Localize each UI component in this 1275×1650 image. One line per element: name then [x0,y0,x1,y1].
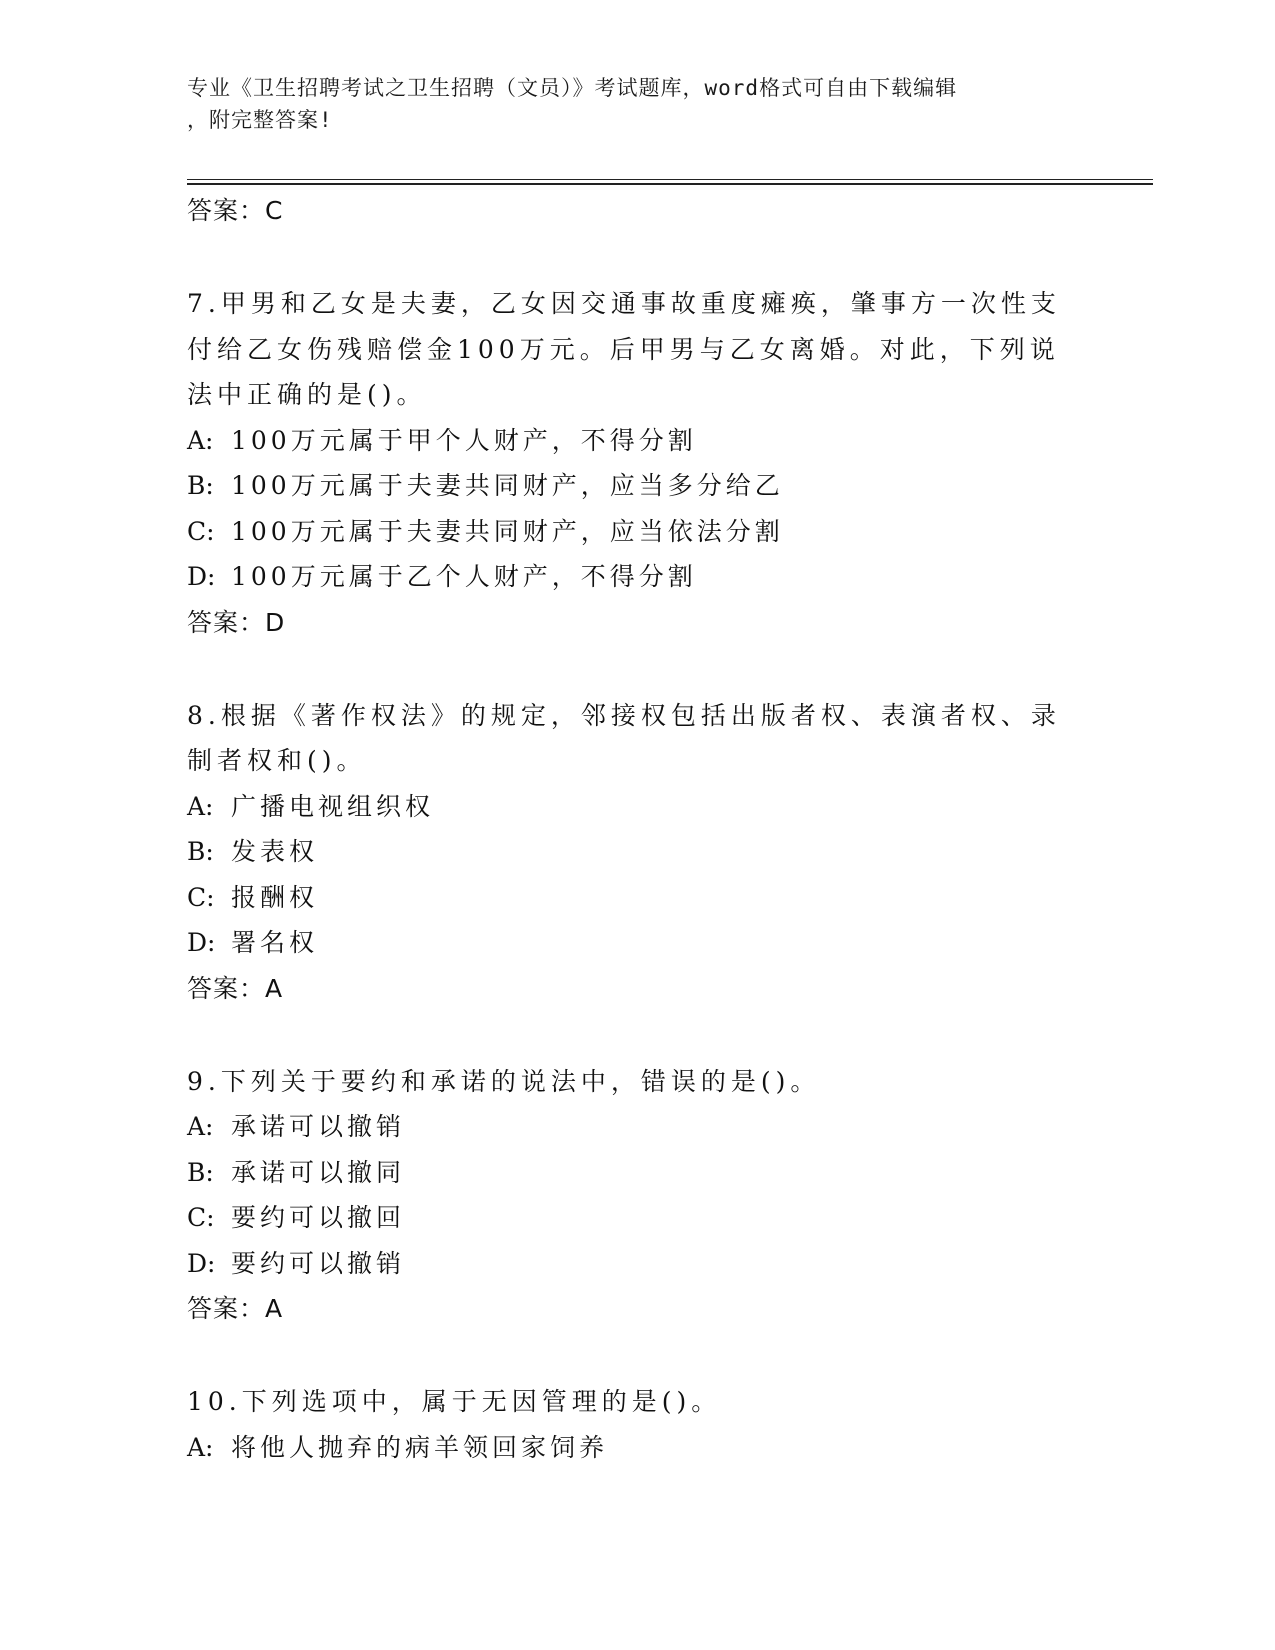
question-10-option-a [187,1425,1087,1471]
spacer [187,233,1087,281]
option-text: 100万元属于甲个人财产，不得分割 [231,425,697,455]
question-10 [187,1379,1087,1470]
header-divider-thick [187,183,1153,185]
option-letter: C: [187,516,215,546]
option-letter: B: [187,1157,214,1187]
option-letter: C: [187,882,215,912]
option-text: 100万元属于乙个人财产，不得分割 [231,562,697,591]
question-9-option-b [187,1150,1087,1196]
option-text: 广播电视组织权 [231,791,435,821]
option-text: 100万元属于夫妻共同财产，应当多分给乙 [231,471,784,500]
question-7-option-d [187,554,1087,600]
option-text: 发表权 [231,837,319,866]
option-text: 要约可以撤销 [231,1248,406,1278]
option-letter: B: [187,471,214,500]
option-letter: D: [187,562,216,591]
option-text: 将他人抛弃的病羊领回家饲养 [231,1432,609,1462]
question-9-option-d [187,1241,1087,1287]
option-text: 要约可以撤回 [231,1203,406,1232]
question-7-option-a [187,418,1087,464]
spacer [187,1331,1087,1379]
option-letter: A: [187,1432,214,1462]
question-7-text: 7.甲男和乙女是夫妻，乙女因交通事故重度瘫痪，肇事方一次性支付给乙女伤残赔偿金100万元。后甲男与乙女离婚。对此，下列说法中正确的是()。 [187,289,1061,409]
spacer [187,1011,1087,1059]
option-letter: D: [187,928,216,957]
question-8-option-a [187,784,1087,830]
question-list [187,188,1087,1470]
option-letter: A: [187,1112,214,1141]
header-title-line-2: ，附完整答案! [187,108,333,132]
option-text: 报酬权 [231,882,319,912]
option-text: 100万元属于夫妻共同财产，应当依法分割 [231,516,784,546]
question-8 [187,693,1087,1011]
option-letter: A: [187,791,214,821]
option-letter: A: [187,425,214,455]
question-7-option-b [187,463,1087,509]
option-letter: B: [187,837,214,866]
option-letter: D: [187,1248,216,1278]
spacer [187,645,1087,693]
option-text: 承诺可以撤销 [231,1112,406,1141]
question-9-option-a [187,1104,1087,1150]
question-10-text: 10.下列选项中，属于无因管理的是()。 [187,1387,722,1416]
page-header [187,72,1087,136]
header-divider-thin [187,179,1153,180]
question-8-text: 8.根据《著作权法》的规定，邻接权包括出版者权、表演者权、录制者权和()。 [187,700,1061,775]
header-title-line-1: 专业《卫生招聘考试之卫生招聘（文员）》考试题库，word格式可自由下载编辑 [187,76,958,100]
option-text: 署名权 [231,928,319,957]
question-7 [187,281,1087,645]
question-8-option-b [187,829,1087,875]
question-9-answer: 答案：A [187,1294,284,1323]
answer-previous: 答案：C [187,196,284,225]
question-8-option-d [187,920,1087,966]
option-letter: C: [187,1203,215,1232]
question-7-answer: 答案：D [187,607,286,637]
question-7-option-c [187,509,1087,555]
question-9-text: 9.下列关于要约和承诺的说法中，错误的是()。 [187,1066,821,1096]
question-8-answer: 答案：A [187,973,284,1003]
option-text: 承诺可以撤同 [231,1157,406,1187]
question-8-option-c [187,875,1087,921]
question-9-option-c [187,1195,1087,1241]
question-9 [187,1059,1087,1332]
